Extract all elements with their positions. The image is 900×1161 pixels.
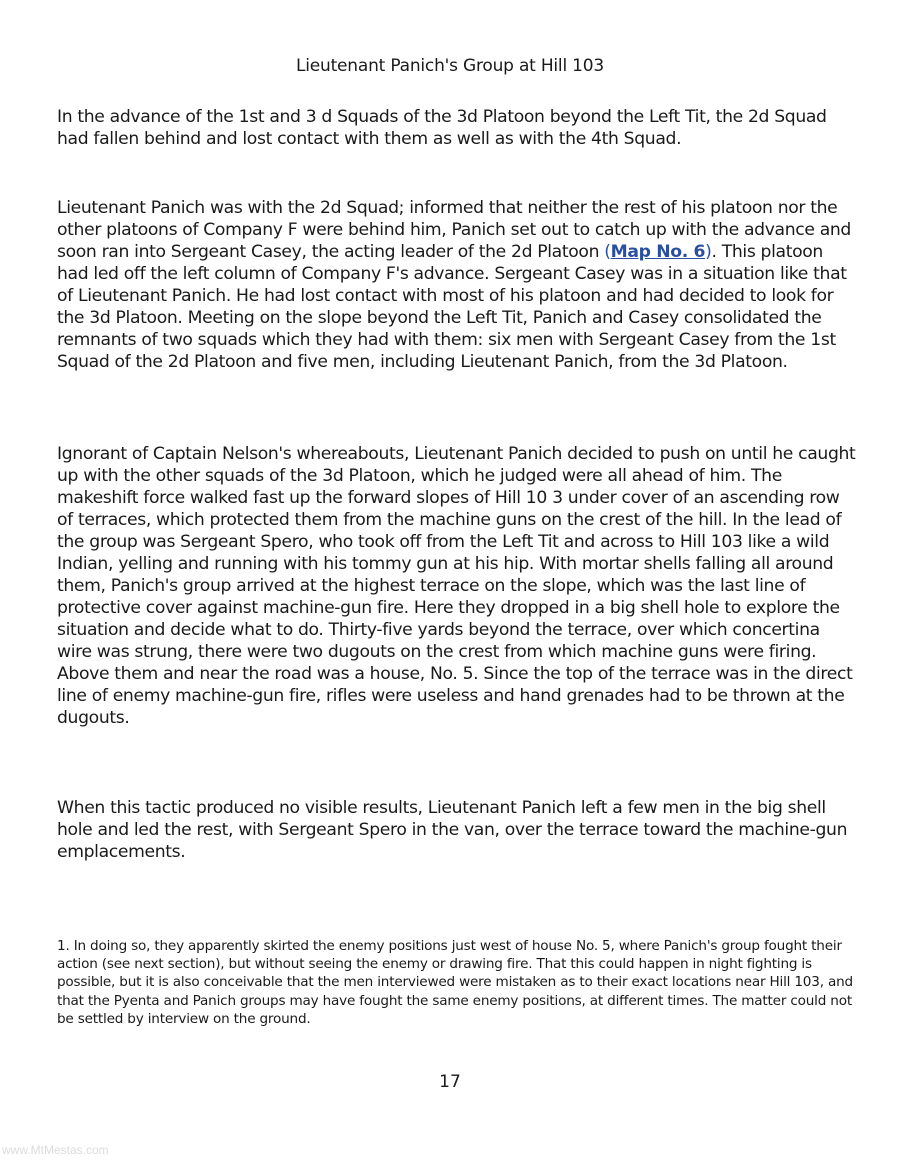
footnote: 1. In doing so, they apparently skirted the enemy positions just west of house No. 5, where Panich's group fought their action (see next section), but without seeing the enemy or drawing fire. That this could happen in night fighting is possible, but it is also conceivable that the men interviewed were mistaken as to their exact locations near Hill 103, and that the Pyenta and Panich groups may have fought the same enemy positions, at different times. The matter could not be settled by interview on the ground. bbox=[57, 938, 853, 1027]
paragraph-2 bbox=[57, 197, 857, 373]
map-link[interactable]: Map No. 6 bbox=[610, 242, 706, 262]
paragraph-4: When this tactic produced no visible results, Lieutenant Panich left a few men in the big shell hole and led the rest, with Sergeant Spero in the van, over the terrace toward the machine-gun emplacements. bbox=[57, 798, 848, 862]
page-title: Lieutenant Panich's Group at Hill 103 bbox=[295, 56, 605, 76]
paragraph-3: Ignorant of Captain Nelson's whereabouts, Lieutenant Panich decided to push on until he caught up with the other squads of the 3d Platoon, which he judged were all ahead of him. The makeshift force walked fast up the forward slopes of Hill 10 3 under cover of an ascending row of terraces, which protected them from the machine guns on the crest of the hill. In the lead of the group was Sergeant Spero, who took off from the Left Tit and across to Hill 103 like a wild Indian, yelling and running with his tommy gun at his hip. With mortar shells falling all around them, Panich's group arrived at the highest terrace on the slope, which was the last line of protective cover against machine-gun fire. Here they dropped in a big shell hole to explore the situation and decide what to do. Thirty-five yards beyond the terrace, over which concertina wire was strung, there were two dugouts on the crest from which machine guns were firing. Above them and near the road was a house, No. 5. Since the top of the terrace was in the direct line of enemy machine-gun fire, rifles were useless and hand grenades had to be thrown at the dugouts. bbox=[57, 444, 856, 728]
paragraph-1: In the advance of the 1st and 3 d Squads of the 3d Platoon beyond the Left Tit, the 2d Squad had fallen behind and lost contact with them as well as with the 4th Squad. bbox=[57, 107, 827, 149]
open-parenthesis: ( bbox=[604, 242, 611, 262]
paragraph-2-text-after-link: . This platoon had led off the left column of Company F's advance. Sergeant Casey was in a situation like that of Lieutenant Panich. He had lost contact with most of his platoon and had decided to look for the 3d Platoon. Meeting on the slope beyond the Left Tit, Panich and Casey consolidated the remnants of two squads which they had with them: six men with Sergeant Casey from the 1st Squad of the 2d Platoon and five men, including Lieutenant Panich, from the 3d Platoon. bbox=[57, 242, 847, 372]
watermark: www.MtMestas.com bbox=[2, 1143, 109, 1157]
close-parenthesis: ) bbox=[705, 242, 712, 262]
page-number: 17 bbox=[439, 1072, 461, 1092]
paragraph-2-text-before-link: Lieutenant Panich was with the 2d Squad; informed that neither the rest of his platoon nor the other platoons of Company F were behind him, Panich set out to catch up with the advance and soon ran into Sergeant Casey, the acting leader of the 2d Platoon bbox=[57, 198, 851, 262]
